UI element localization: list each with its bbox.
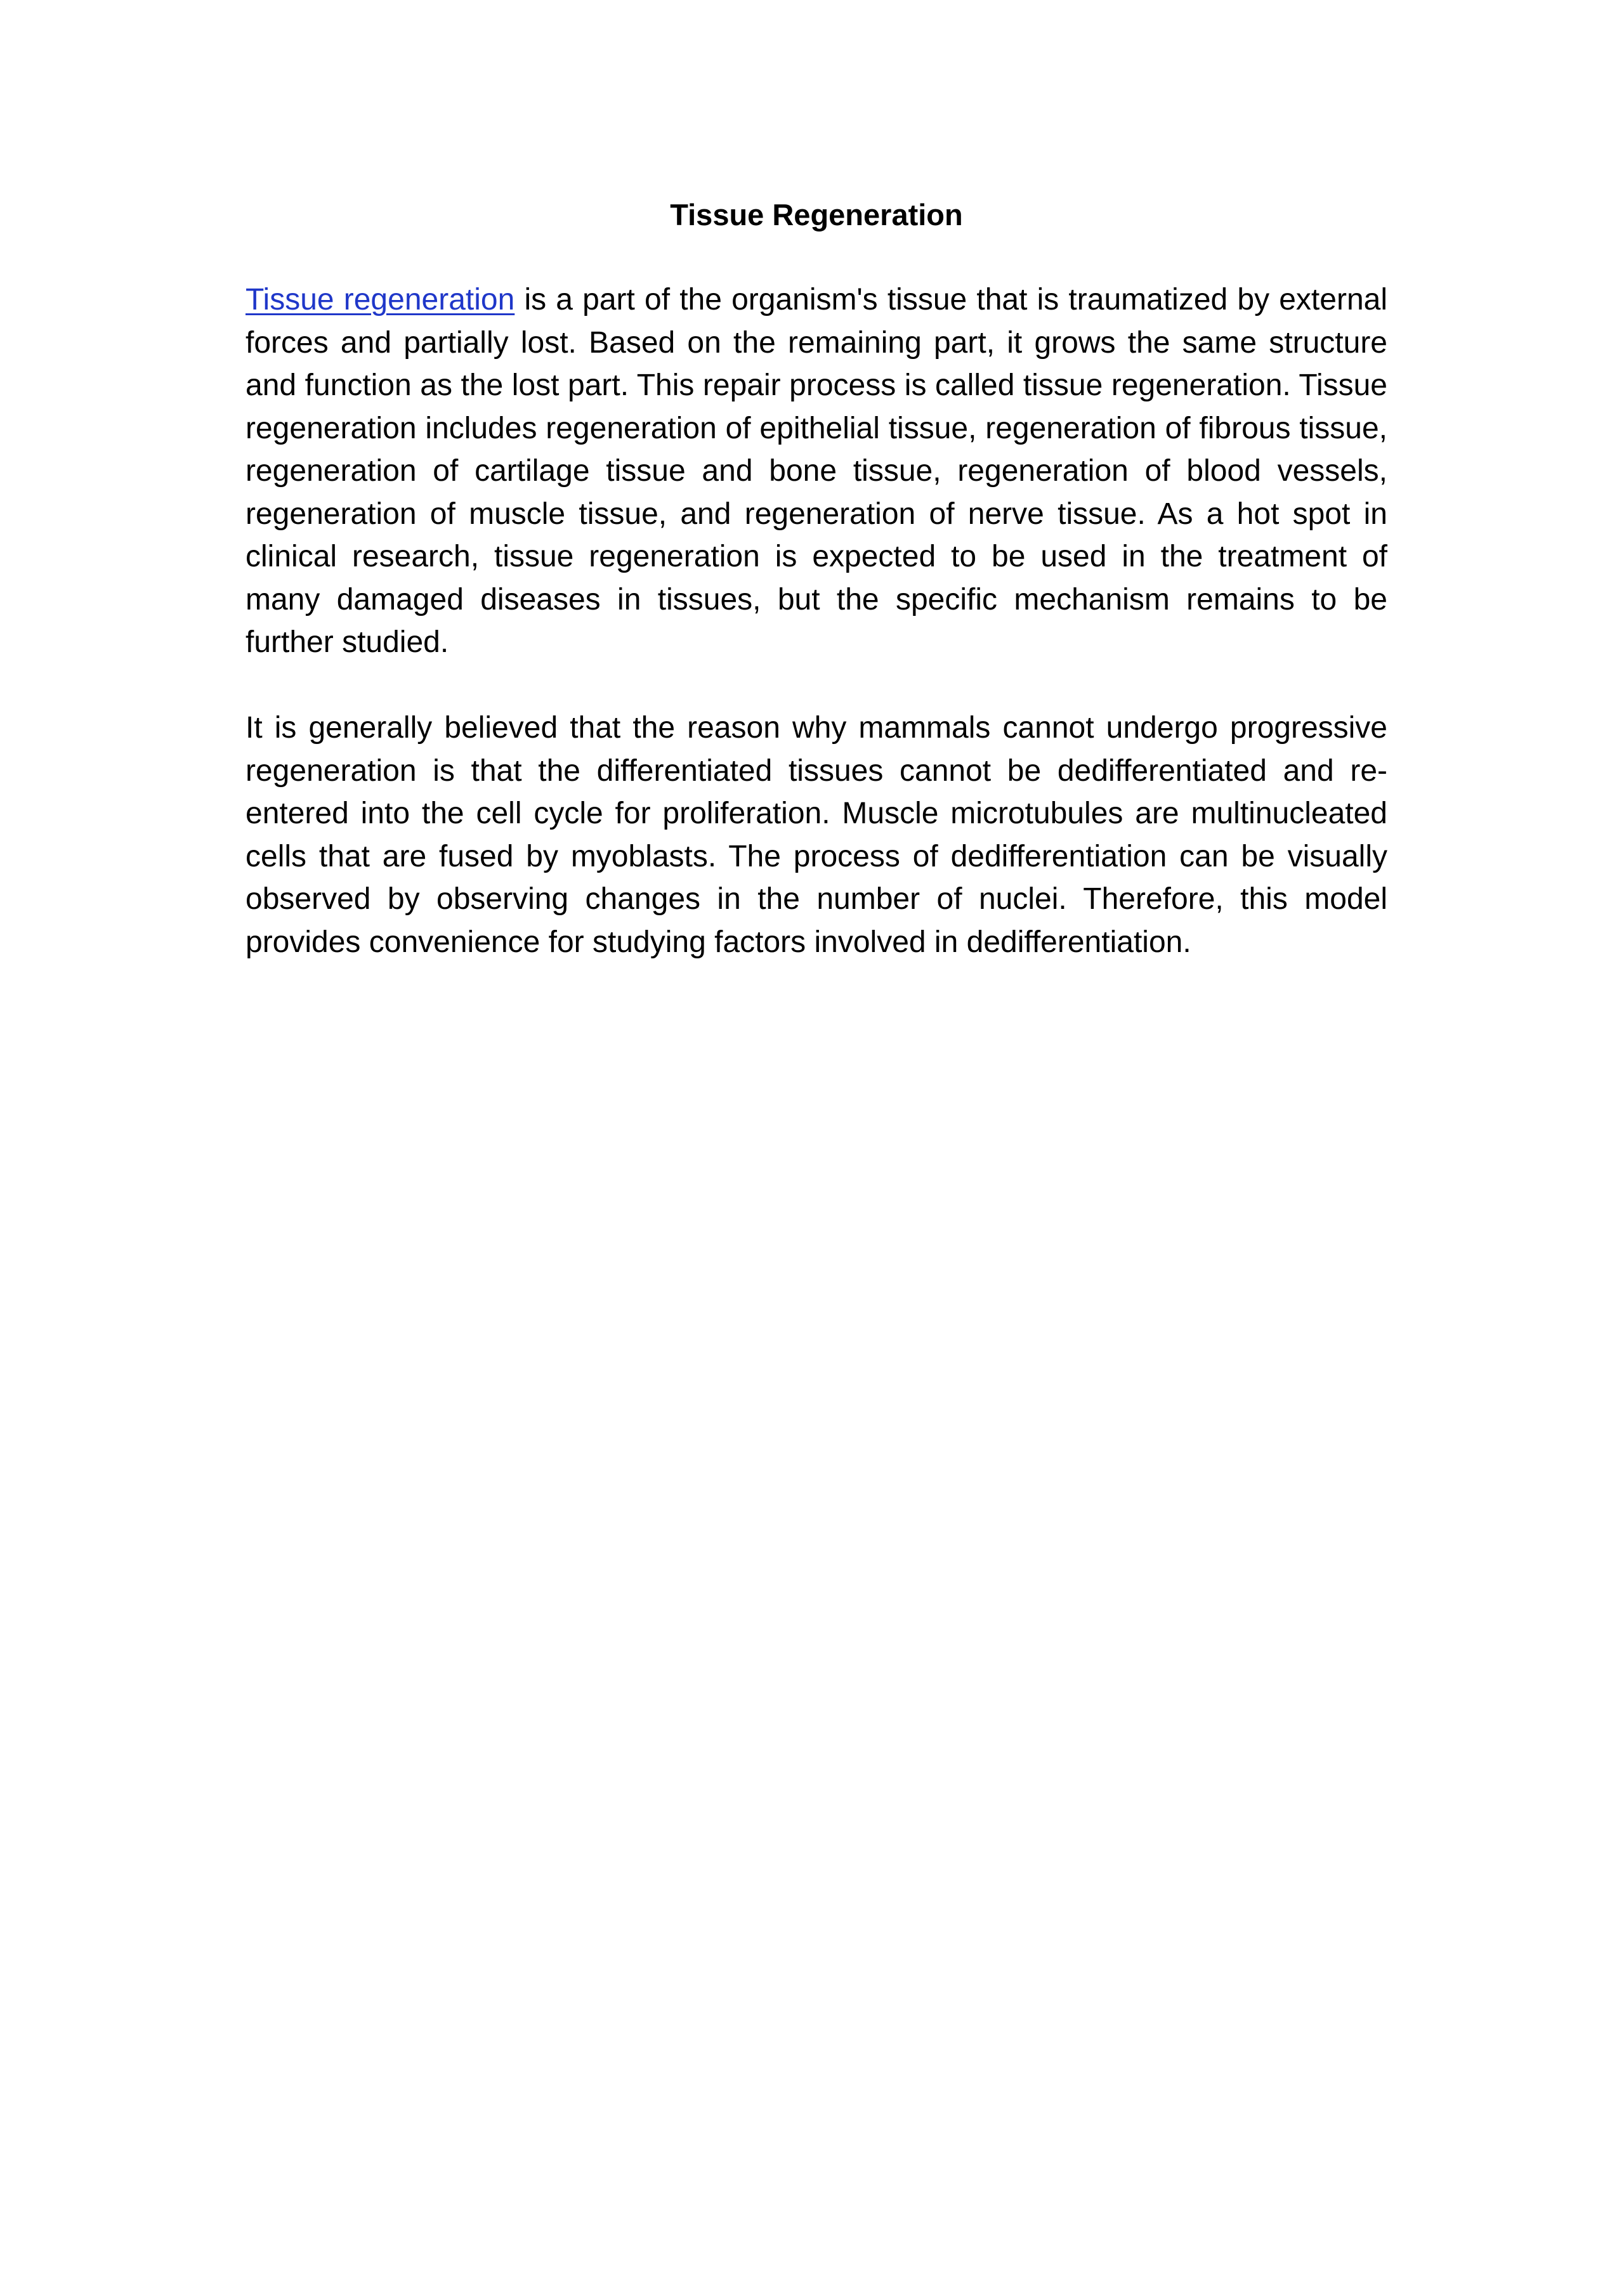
paragraph-1-text: is a part of the organism's tissue that is traumatized by external forces and partially lost. Based on the remaining part, it grows the same structure and function as the lost part. This repair process is called tissue regeneration. Tissue regeneration includes regeneration of epithelial tissue, regeneration of fibrous tissue, regeneration of cartilage tissue and bone tissue, regeneration of blood vessels, regeneration of muscle tissue, and regeneration of nerve tissue. As a hot spot in clinical research, tissue regeneration is expected to be used in the treatment of many damaged diseases in tissues, but the specific mechanism remains to be further studied.: [246, 283, 1388, 659]
paragraph-1: [246, 278, 1387, 664]
document-body: [246, 193, 1387, 1007]
tissue-regeneration-link[interactable]: Tissue regeneration: [246, 283, 515, 316]
paragraph-2: It is generally believed that the reason why mammals cannot undergo progressive regeneration is that the differentiated tissues cannot be dedifferentiated and re-entered into the cell cycle for proliferation. Muscle microtubules are multinucleated cells that are fused by myoblasts. The process of dedifferentiation can be visually observed by observing changes in the number of nuclei. Therefore, this model provides convenience for studying factors involved in dedifferentiation.: [246, 711, 1387, 959]
document-title: Tissue Regeneration: [670, 198, 963, 232]
